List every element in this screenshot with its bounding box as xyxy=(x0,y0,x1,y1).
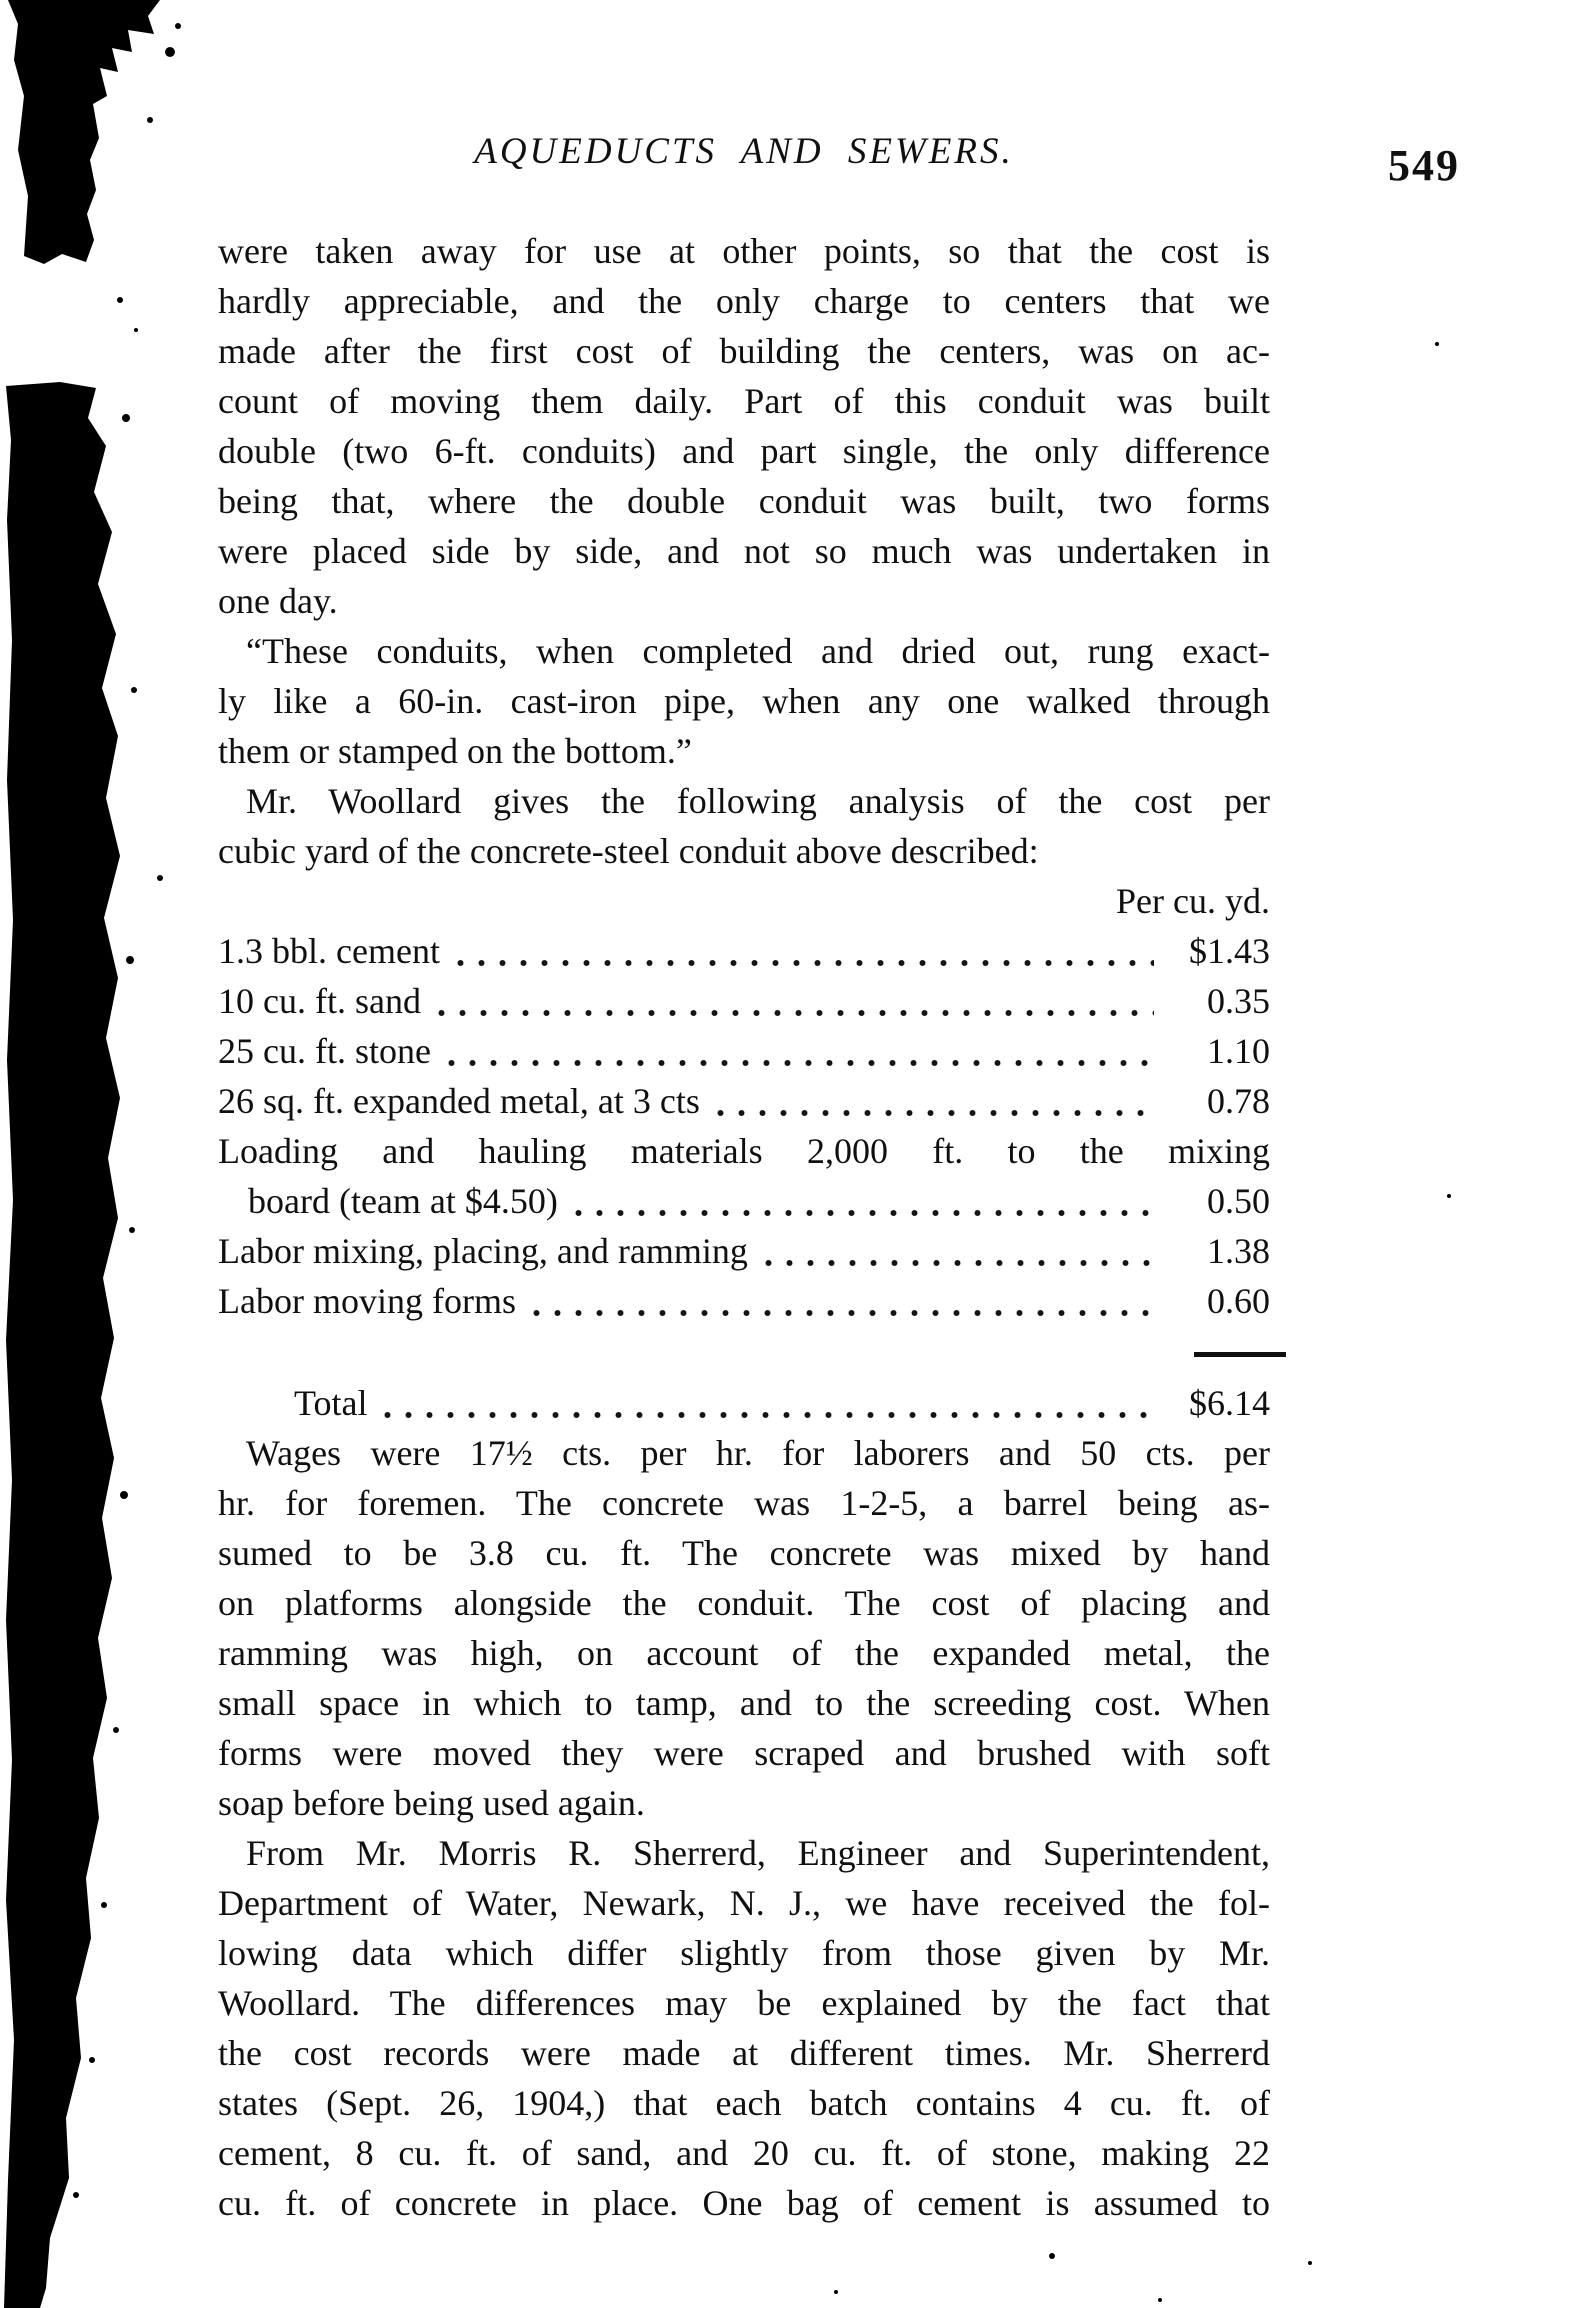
text-line: cu. ft. of concrete in place. One bag of cement is assumed to xyxy=(218,2183,1270,2223)
text-line: sumed to be 3.8 cu. ft. The concrete was mixed by hand xyxy=(218,1533,1270,1573)
row-value: 1.38 xyxy=(1207,1231,1270,1271)
table-row xyxy=(218,976,1270,1026)
text-line: lowing data which differ slightly from those given by Mr. xyxy=(218,1933,1270,1973)
scan-artifact-left-band xyxy=(4,382,120,2308)
row-value: 0.60 xyxy=(1207,1281,1270,1321)
sum-rule-row xyxy=(218,1326,1270,1378)
paragraph xyxy=(218,776,1270,876)
row-label: 26 sq. ft. expanded metal, at 3 cts xyxy=(218,1081,700,1121)
row-value: 1.10 xyxy=(1207,1031,1270,1071)
text-line: ramming was high, on account of the expanded metal, the xyxy=(218,1633,1270,1673)
text-line: them or stamped on the bottom.” xyxy=(218,731,692,771)
dot-leader xyxy=(758,1258,1154,1268)
text-line: cubic yard of the concrete-steel conduit above described: xyxy=(218,831,1039,871)
row-label: board (team at $4.50) xyxy=(248,1181,558,1221)
table-row xyxy=(218,1176,1270,1226)
text-line: one day. xyxy=(218,581,338,621)
scan-artifact-top-blob xyxy=(8,0,160,264)
row-value: $1.43 xyxy=(1189,931,1270,971)
table-column-header: Per cu. yd. xyxy=(1116,881,1270,921)
table-row xyxy=(218,926,1270,976)
row-label: 1.3 bbl. cement xyxy=(218,931,440,971)
row-value: 0.78 xyxy=(1207,1081,1270,1121)
table-row xyxy=(218,1276,1270,1326)
text-line: hr. for foremen. The concrete was 1-2-5, a barrel being as- xyxy=(218,1483,1270,1523)
text-line: on platforms alongside the conduit. The cost of placing and xyxy=(218,1583,1270,1623)
text-line: ly like a 60-in. cast-iron pipe, when any one walked through xyxy=(218,681,1270,721)
row-label: 25 cu. ft. stone xyxy=(218,1031,431,1071)
text-line: states (Sept. 26, 1904,) that each batch contains 4 cu. ft. of xyxy=(218,2083,1270,2123)
table-row xyxy=(218,1026,1270,1076)
text-line: small space in which to tamp, and to the screeding cost. When xyxy=(218,1683,1270,1723)
cost-table xyxy=(218,876,1270,1428)
text-line: the cost records were made at different times. Mr. Sherrerd xyxy=(218,2033,1270,2073)
text-line: Department of Water, Newark, N. J., we have received the fol- xyxy=(218,1883,1270,1923)
dot-leader xyxy=(377,1410,1154,1420)
text-line: Wages were 17½ cts. per hr. for laborers and 50 cts. per xyxy=(246,1433,1270,1473)
text-line: count of moving them daily. Part of this conduit was built xyxy=(218,381,1270,421)
total-value: $6.14 xyxy=(1189,1383,1270,1423)
dot-leader xyxy=(441,1058,1154,1068)
text-line: double (two 6-ft. conduits) and part single, the only difference xyxy=(218,431,1270,471)
row-value: 0.35 xyxy=(1207,981,1270,1021)
paragraph xyxy=(218,1828,1270,2228)
text-line: cement, 8 cu. ft. of sand, and 20 cu. ft. of stone, making 22 xyxy=(218,2133,1270,2173)
text-line: hardly appreciable, and the only charge to centers that we xyxy=(218,281,1270,321)
text-line: forms were moved they were scraped and brushed with soft xyxy=(218,1733,1270,1773)
paragraph xyxy=(218,626,1270,776)
text-line: Mr. Woollard gives the following analysis of the cost per xyxy=(246,781,1270,821)
running-header: AQUEDUCTS AND SEWERS. xyxy=(474,131,1014,172)
table-row-wrapped-label: Loading and hauling materials 2,000 ft. to the mixing xyxy=(218,1131,1270,1171)
text-line: made after the first cost of building the centers, was on ac- xyxy=(218,331,1270,371)
text-line: soap before being used again. xyxy=(218,1783,645,1823)
sum-rule xyxy=(1194,1352,1286,1357)
table-row xyxy=(218,1076,1270,1126)
total-label: Total xyxy=(294,1383,368,1423)
page-body xyxy=(218,226,1270,2228)
table-row xyxy=(218,1226,1270,1276)
row-label: Labor moving forms xyxy=(218,1281,516,1321)
dot-leader xyxy=(710,1108,1154,1118)
text-line: were taken away for use at other points, so that the cost is xyxy=(218,231,1270,271)
text-line: From Mr. Morris R. Sherrerd, Engineer and Superintendent, xyxy=(246,1833,1270,1873)
row-value: 0.50 xyxy=(1207,1181,1270,1221)
table-total-row xyxy=(218,1378,1270,1428)
text-line: “These conduits, when completed and dried out, rung exact- xyxy=(246,631,1270,671)
dot-leader xyxy=(431,1008,1154,1018)
row-label: Labor mixing, placing, and ramming xyxy=(218,1231,748,1271)
text-line: were placed side by side, and not so much was undertaken in xyxy=(218,531,1270,571)
text-line: being that, where the double conduit was built, two forms xyxy=(218,481,1270,521)
dot-leader xyxy=(450,958,1154,968)
dot-leader xyxy=(568,1208,1154,1218)
paragraph xyxy=(218,1428,1270,1828)
row-label: 10 cu. ft. sand xyxy=(218,981,421,1021)
text-line: Woollard. The differences may be explained by the fact that xyxy=(218,1983,1270,2023)
paragraph xyxy=(218,226,1270,626)
page-number: 549 xyxy=(1388,141,1460,190)
dot-leader xyxy=(526,1308,1154,1318)
